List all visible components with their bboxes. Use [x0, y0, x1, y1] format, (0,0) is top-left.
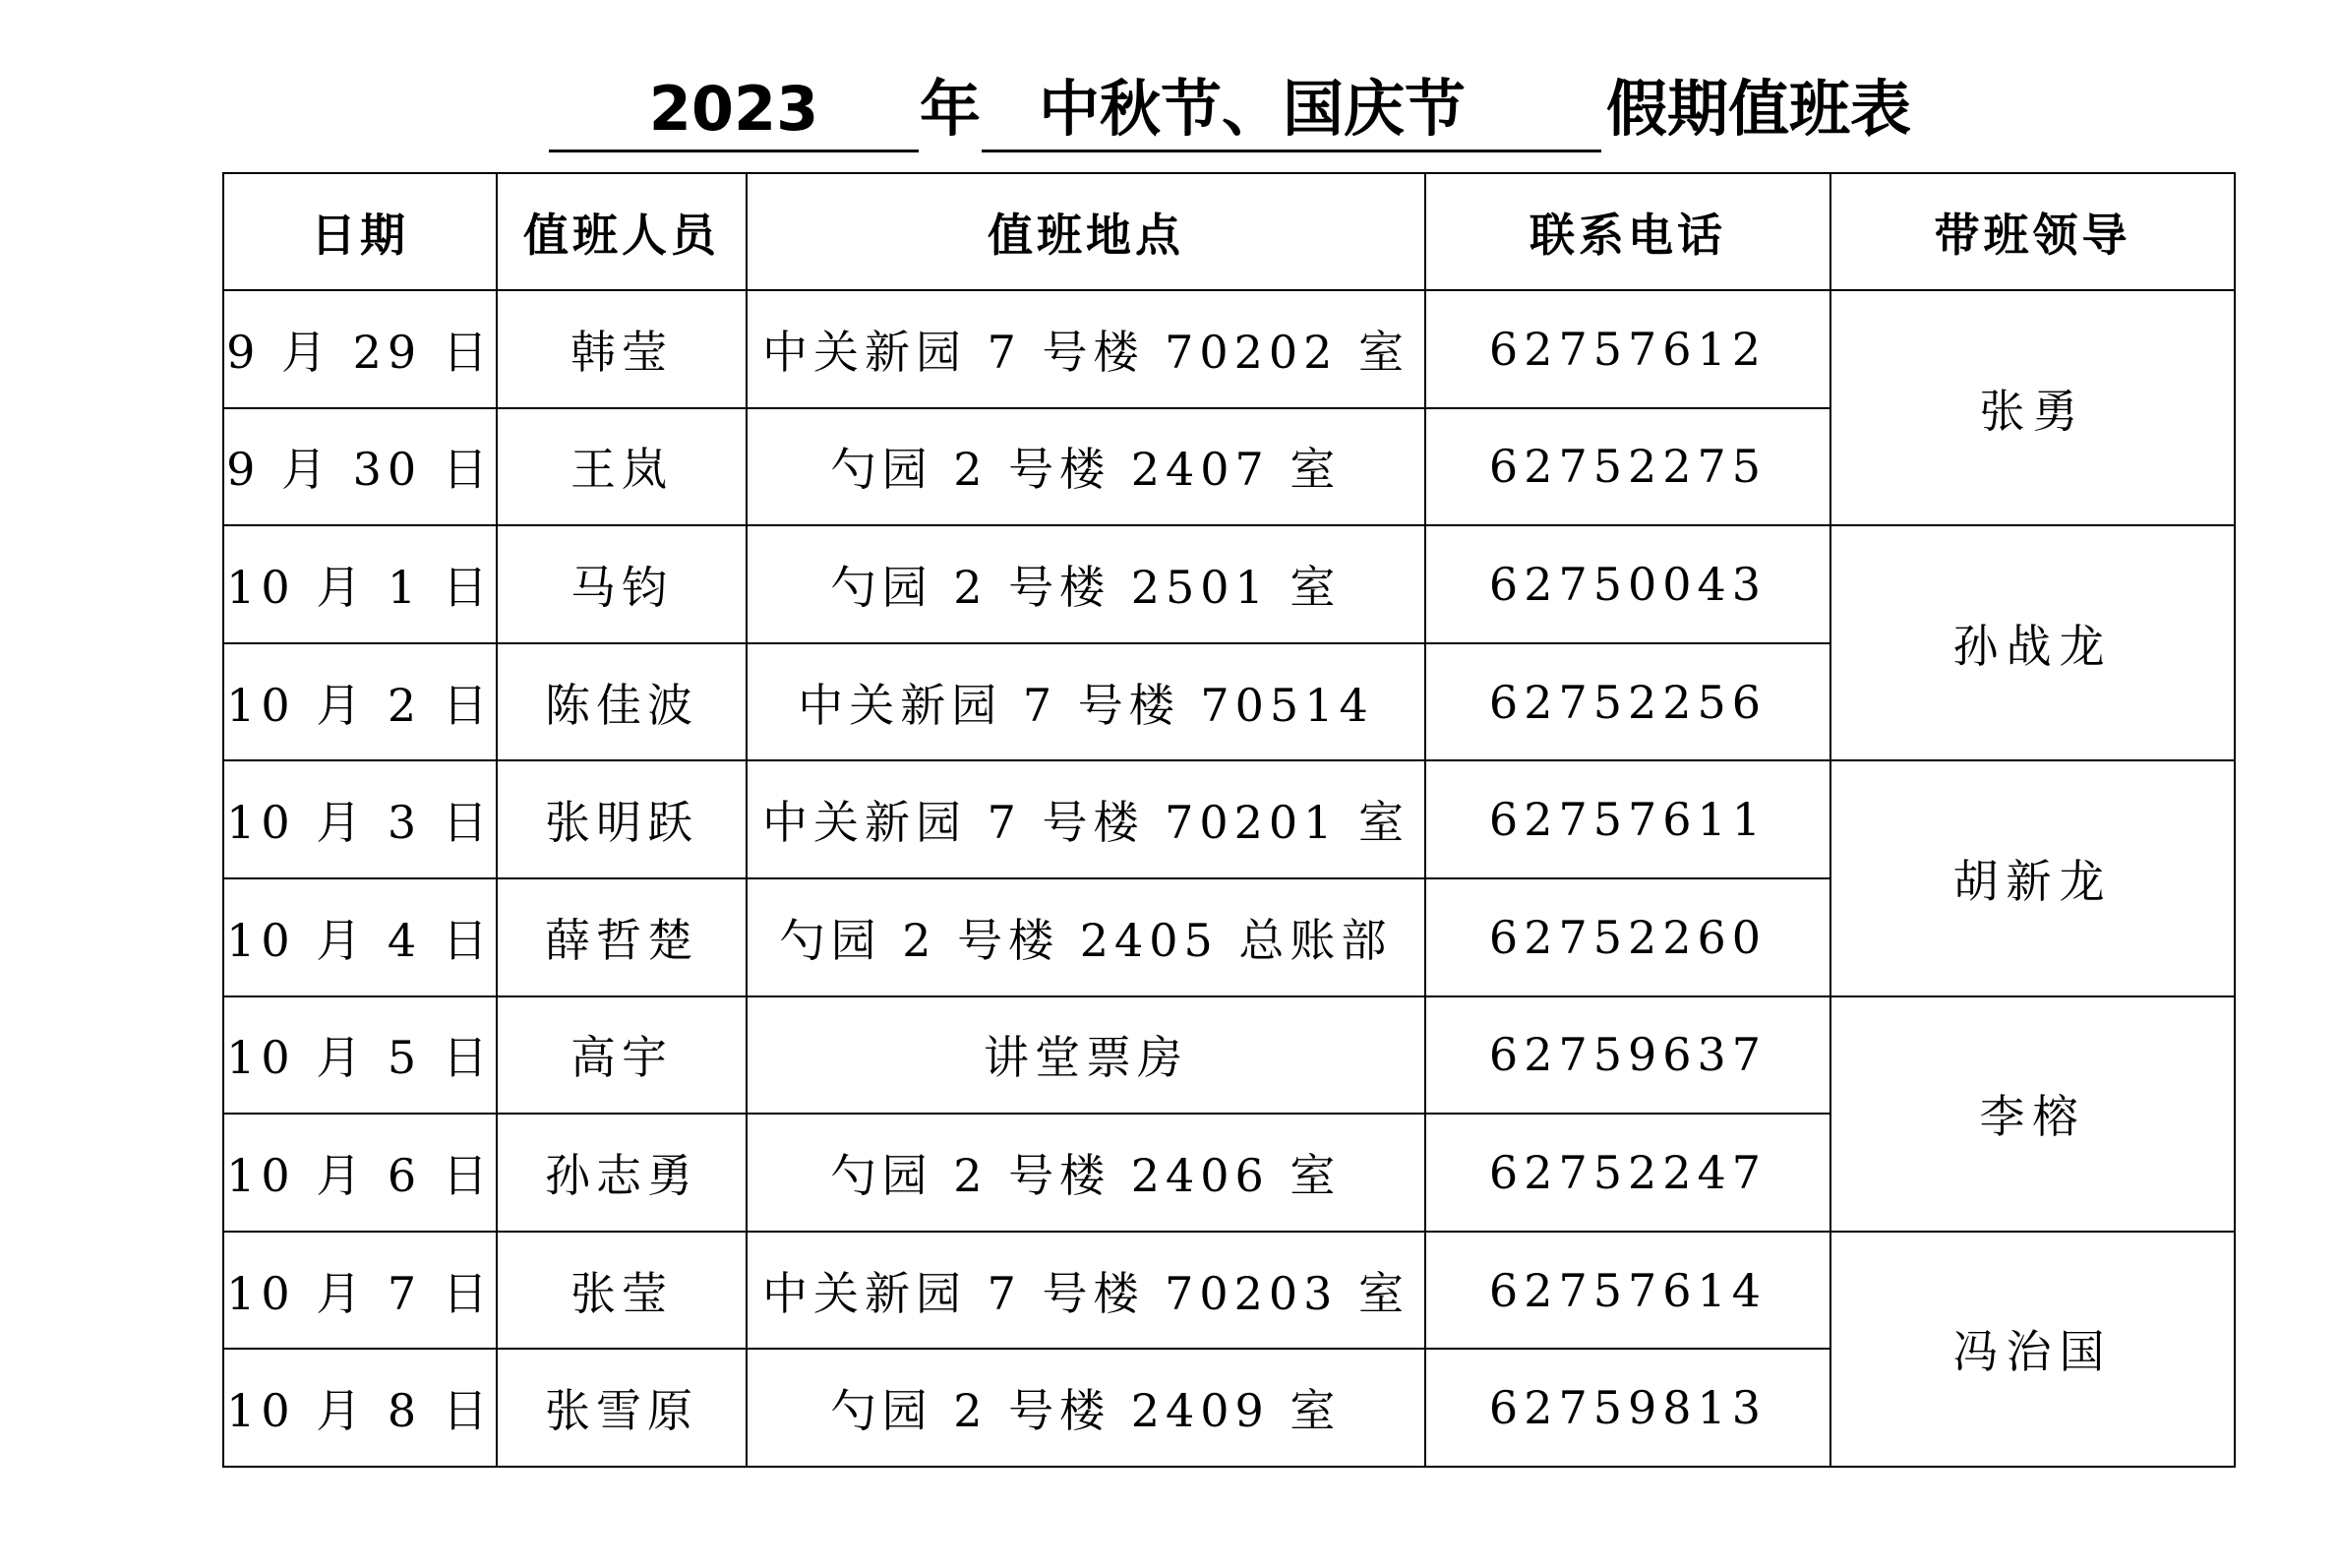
title-year: 2023: [648, 73, 819, 145]
cell-phone: 62752256: [1425, 643, 1830, 761]
cell-staff: 陈佳波: [497, 643, 747, 761]
table-header-row: [223, 173, 2235, 290]
header-leader: 带班领导: [1830, 173, 2235, 290]
cell-staff: 韩莹: [497, 290, 747, 408]
cell-date: 9 月 29 日: [223, 290, 497, 408]
cell-phone: 62757612: [1425, 290, 1830, 408]
cell-date: 10 月 6 日: [223, 1114, 497, 1232]
cell-leader: 李榕: [1830, 996, 2235, 1232]
title-holiday-blank: [982, 69, 1601, 152]
title-year-blank: [549, 69, 919, 152]
cell-location: 讲堂票房: [747, 996, 1425, 1115]
cell-leader: 胡新龙: [1830, 760, 2235, 995]
cell-date: 10 月 4 日: [223, 878, 497, 996]
cell-phone: 62750043: [1425, 525, 1830, 643]
cell-staff: 张莹: [497, 1232, 747, 1350]
header-phone: 联系电话: [1425, 173, 1830, 290]
cell-date: 10 月 7 日: [223, 1232, 497, 1350]
table-row: [223, 1232, 2235, 1350]
cell-date: 10 月 8 日: [223, 1349, 497, 1467]
cell-phone: 62752275: [1425, 408, 1830, 526]
cell-location: 中关新园 7 号楼 70202 室: [747, 290, 1425, 408]
cell-date: 9 月 30 日: [223, 408, 497, 526]
cell-leader: 张勇: [1830, 290, 2235, 525]
cell-staff: 张雪原: [497, 1349, 747, 1467]
header-date: 日期: [223, 173, 497, 290]
title-year-suffix: 年: [919, 73, 981, 145]
cell-phone: 62757614: [1425, 1232, 1830, 1350]
cell-phone: 62759813: [1425, 1349, 1830, 1467]
cell-date: 10 月 1 日: [223, 525, 497, 643]
page-title: [0, 69, 2339, 157]
cell-location: 勺园 2 号楼 2406 室: [747, 1114, 1425, 1232]
cell-staff: 高宇: [497, 996, 747, 1115]
table-row: [223, 996, 2235, 1115]
cell-staff: 孙志勇: [497, 1114, 747, 1232]
cell-staff: 王岚: [497, 408, 747, 526]
table-row: [223, 290, 2235, 408]
cell-staff: 张明跃: [497, 760, 747, 878]
cell-date: 10 月 3 日: [223, 760, 497, 878]
cell-date: 10 月 2 日: [223, 643, 497, 761]
duty-table: [222, 172, 2236, 1468]
cell-staff: 马钧: [497, 525, 747, 643]
cell-staff: 薛哲楚: [497, 878, 747, 996]
cell-location: 勺园 2 号楼 2501 室: [747, 525, 1425, 643]
header-staff: 值班人员: [497, 173, 747, 290]
cell-phone: 62757611: [1425, 760, 1830, 878]
cell-location: 中关新园 7 号楼 70203 室: [747, 1232, 1425, 1350]
cell-phone: 62759637: [1425, 996, 1830, 1115]
table-row: [223, 760, 2235, 878]
cell-location: 勺园 2 号楼 2405 总账部: [747, 878, 1425, 996]
table-row: [223, 525, 2235, 643]
cell-location: 中关新园 7 号楼 70201 室: [747, 760, 1425, 878]
cell-phone: 62752247: [1425, 1114, 1830, 1232]
title-holiday: 中秋节、国庆节: [1038, 73, 1466, 145]
cell-leader: 孙战龙: [1830, 525, 2235, 760]
cell-date: 10 月 5 日: [223, 996, 497, 1115]
cell-location: 勺园 2 号楼 2407 室: [747, 408, 1425, 526]
cell-leader: 冯治国: [1830, 1232, 2235, 1467]
title-suffix: 假期值班表: [1605, 73, 1911, 145]
cell-location: 中关新园 7 号楼 70514: [747, 643, 1425, 761]
header-location: 值班地点: [747, 173, 1425, 290]
cell-phone: 62752260: [1425, 878, 1830, 996]
cell-location: 勺园 2 号楼 2409 室: [747, 1349, 1425, 1467]
